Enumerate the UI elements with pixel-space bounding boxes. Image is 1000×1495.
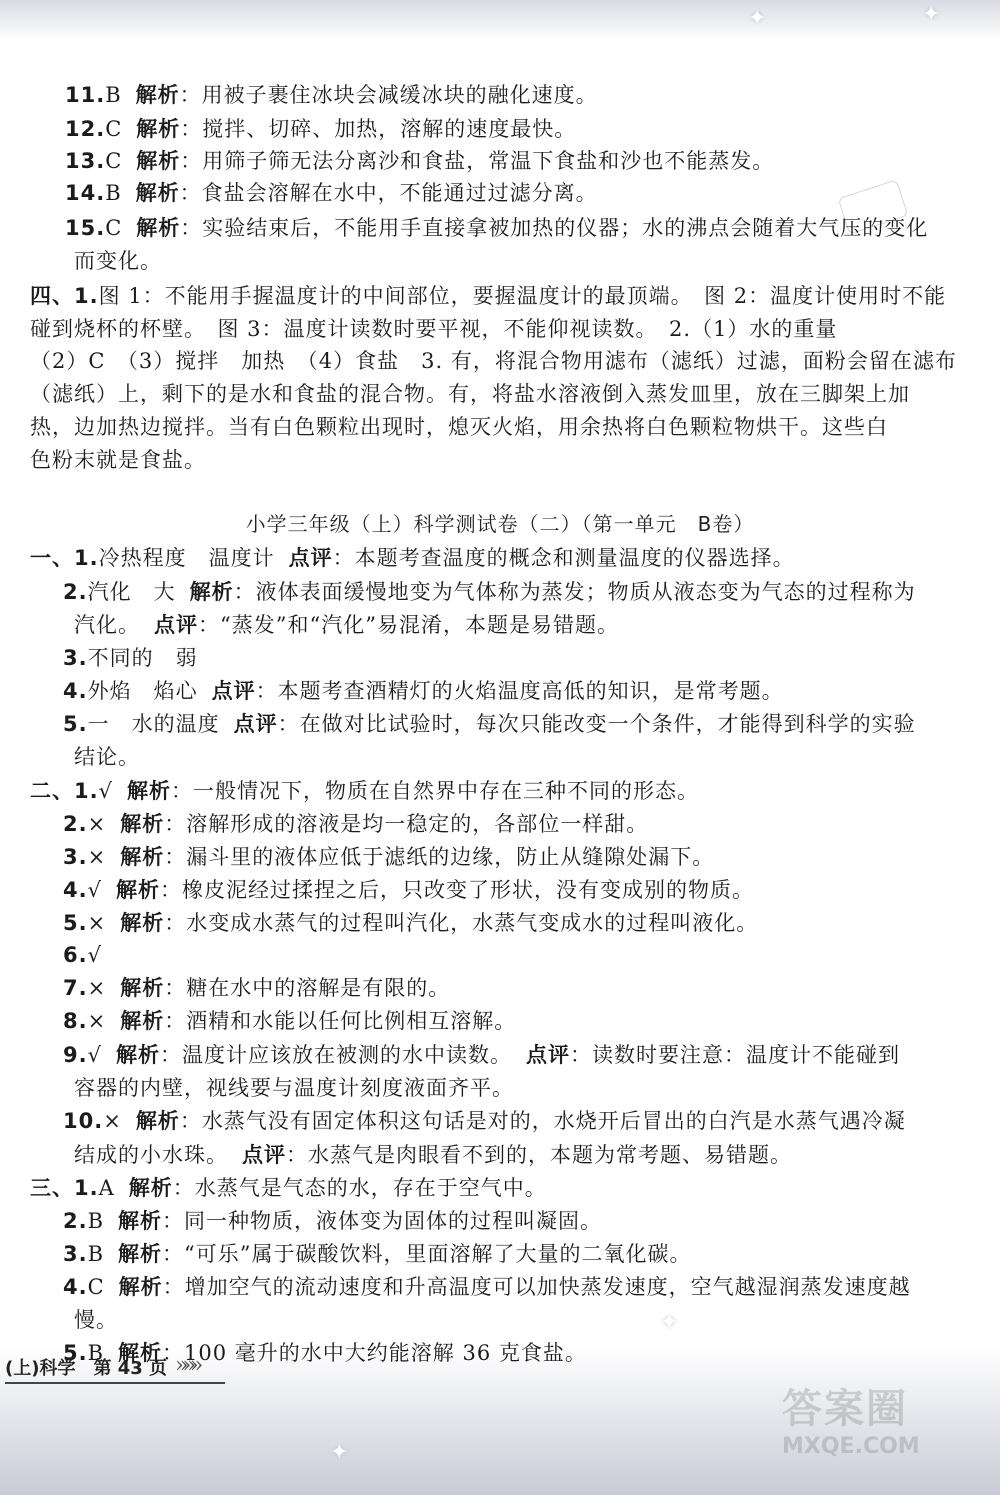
- section-title: 小学三年级（上）科学测试卷（二）（第一单元 B卷）: [245, 512, 755, 536]
- answer-line: 7.× 解析：糖在水中的溶解是有限的。: [63, 976, 451, 1000]
- sparkle-icon: ✦: [922, 2, 941, 27]
- answer-line: 四、1.图 1：不能用手握温度计的中间部位，要握温度计的最顶端。 图 2：温度计使用时不能: [30, 284, 947, 308]
- answer-line: 色粉末就是食盐。: [30, 448, 206, 472]
- answer-line: 三、1.A 解析：水蒸气是气态的水，存在于空气中。: [30, 1176, 547, 1200]
- answer-line: 4.C 解析：增加空气的流动速度和升高温度可以加快蒸发速度，空气越湿润蒸发速度越: [63, 1275, 911, 1299]
- answer-line: 5.一 水的温度 点评：在做对比试验时，每次只能改变一个条件，才能得到科学的实验: [63, 712, 916, 736]
- sparkle-icon: ✦: [660, 1310, 679, 1335]
- footer-rule: [5, 1382, 225, 1384]
- answer-line: 热，边加热边搅拌。当有白色颗粒出现时，熄灭火焰，用余热将白色颗粒物烘干。这些白: [30, 415, 888, 439]
- answer-line: 碰到烧杯的杯壁。 图 3：温度计读数时要平视，不能仰视读数。 2.（1）水的重量: [30, 317, 838, 341]
- top-decoration: [0, 0, 1000, 40]
- page-footer: [5, 1354, 265, 1388]
- answer-line: 12.C 解析：搅拌、切碎、加热，溶解的速度最快。: [65, 117, 577, 141]
- answer-line: 二、1.√ 解析：一般情况下，物质在自然界中存在三种不同的形态。: [30, 779, 699, 803]
- answer-continuation: 慢。: [74, 1308, 118, 1332]
- answer-continuation: 汽化。 点评：“蒸发”和“汽化”易混淆，本题是易错题。: [74, 613, 619, 637]
- answer-line: （滤纸）上，剩下的是水和食盐的混合物。有，将盐水溶液倒入蒸发皿里，放在三脚架上加: [30, 382, 910, 406]
- answer-line: 一、1.冷热程度 温度计 点评：本题考查温度的概念和测量温度的仪器选择。: [30, 546, 795, 570]
- sparkle-icon: ✦: [748, 6, 767, 31]
- answer-line: 6.√: [63, 943, 102, 967]
- answer-continuation: 容器的内壁，视线要与温度计刻度液面齐平。: [74, 1076, 514, 1100]
- page-number: (上)科学 第 43 页: [5, 1358, 168, 1379]
- answer-continuation: 结论。: [74, 745, 140, 769]
- answer-line: 13.C 解析：用筛子筛无法分离沙和食盐，常温下食盐和沙也不能蒸发。: [65, 149, 775, 173]
- answer-line: 11.B 解析：用被子裹住冰块会减缓冰块的融化速度。: [65, 83, 598, 107]
- answer-line: 15.C 解析：实验结束后，不能用手直接拿被加热的仪器；水的沸点会随着大气压的变化: [65, 216, 929, 240]
- watermark-logo: 答案圈: [782, 1386, 908, 1432]
- watermark-site: MXQE.COM: [782, 1434, 920, 1459]
- answer-line: 4.√ 解析：橡皮泥经过揉捏之后，只改变了形状，没有变成别的物质。: [63, 878, 754, 902]
- answer-line: 4.外焰 焰心 点评：本题考查酒精灯的火焰温度高低的知识，是常考题。: [63, 679, 784, 703]
- answer-line: 2.× 解析：溶解形成的溶液是均一稳定的，各部位一样甜。: [63, 812, 649, 836]
- answer-line: 3.× 解析：漏斗里的液体应低于滤纸的边缘，防止从缝隙处漏下。: [63, 845, 715, 869]
- answer-continuation: 而变化。: [74, 249, 162, 273]
- answer-line: 2.汽化 大 解析：液体表面缓慢地变为气体称为蒸发；物质从液态变为气态的过程称为: [63, 580, 916, 604]
- watermark: [782, 1377, 982, 1467]
- answer-line: 14.B 解析：食盐会溶解在水中，不能通过过滤分离。: [65, 181, 598, 205]
- answer-line: （2）C （3）搅拌 加热 （4）食盐 3. 有，将混合物用滤布（滤纸）过滤，面粉会留在滤布: [30, 349, 957, 373]
- answer-line: 2.B 解析：同一种物质，液体变为固体的过程叫凝固。: [63, 1209, 603, 1233]
- answer-line: 5.B 解析：100 毫升的水中大约能溶解 36 克食盐。: [63, 1341, 587, 1365]
- arrow-decoration-icon: »»»: [175, 1353, 198, 1378]
- answer-line: 8.× 解析：酒精和水能以任何比例相互溶解。: [63, 1009, 517, 1033]
- answer-continuation: 结成的小水珠。 点评：水蒸气是肉眼看不到的，本题为常考题、易错题。: [74, 1143, 792, 1167]
- answer-line: 3.B 解析：“可乐”属于碳酸饮料，里面溶解了大量的二氧化碳。: [63, 1242, 692, 1266]
- answer-line: 9.√ 解析：温度计应该放在被测的水中读数。 点评：读数时要注意：温度计不能碰到: [63, 1043, 900, 1067]
- answer-line: 5.× 解析：水变成水蒸气的过程叫汽化，水蒸气变成水的过程叫液化。: [63, 911, 759, 935]
- sparkle-icon: ✦: [330, 1440, 349, 1465]
- answer-line: 3.不同的 弱: [63, 646, 198, 670]
- answer-line: 10.× 解析：水蒸气没有固定体积这句话是对的，水烧开后冒出的白汽是水蒸气遇冷凝: [63, 1109, 906, 1133]
